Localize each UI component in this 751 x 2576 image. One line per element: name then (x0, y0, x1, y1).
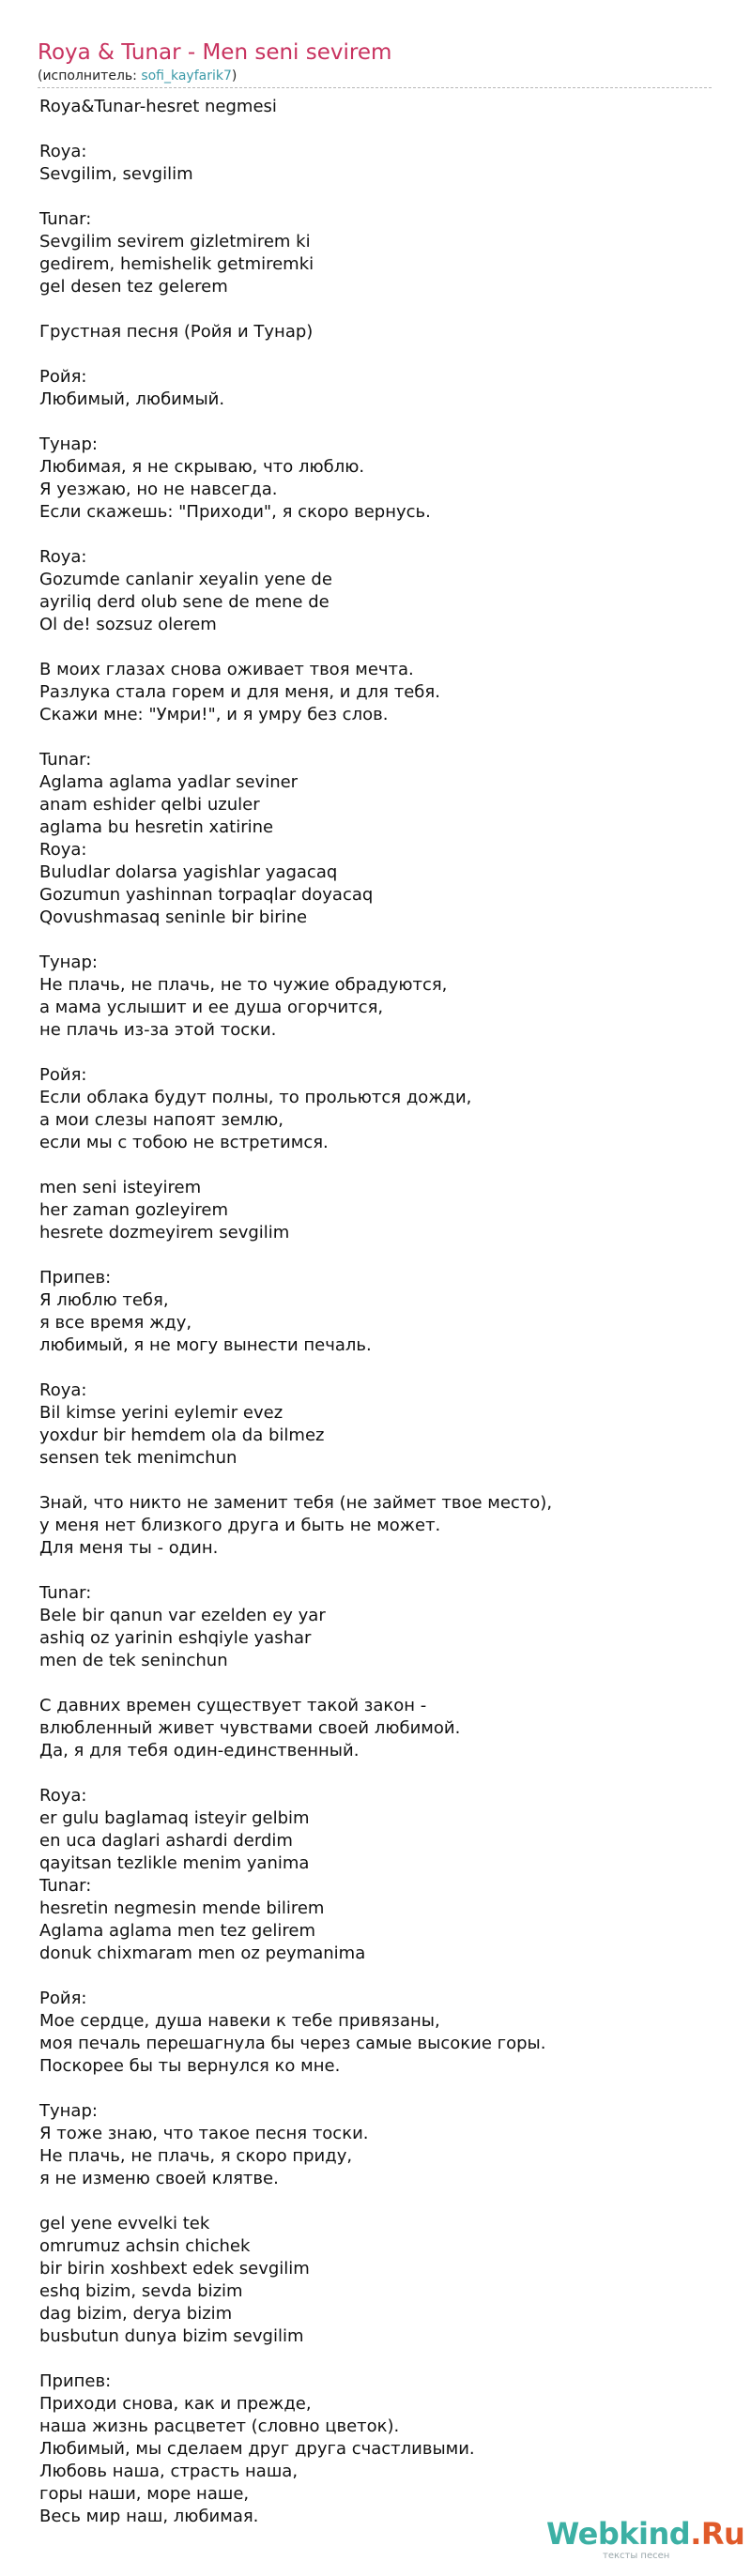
lyric-line: qayitsan tezlikle menim yanima (39, 1853, 310, 1873)
lyric-line: Aglama aglama yadlar seviner (39, 772, 299, 792)
lyric-line: Tunar: (39, 750, 92, 770)
lyric-stanza (39, 2100, 715, 2190)
lyric-line: Roya: (39, 547, 87, 567)
artist-link[interactable]: sofi_kayfarik7 (141, 69, 232, 84)
lyric-line: Приходи снова, как и прежде, (39, 2394, 312, 2414)
lyric-stanza (39, 1064, 715, 1154)
lyric-line: Roya: (39, 840, 87, 860)
lyric-line: hesrete dozmeyirem sevgilim (39, 1223, 290, 1242)
lyric-line: Tunar: (39, 209, 92, 229)
lyric-line: bir birin xoshbext edek sevgilim (39, 2259, 310, 2279)
lyric-stanza (39, 321, 715, 343)
lyric-stanza (39, 659, 715, 726)
lyric-stanza (39, 546, 715, 636)
lyric-line: Roya: (39, 1786, 87, 1806)
lyric-line: я все время жду, (39, 1313, 192, 1333)
lyric-line: men de tek seninchun (39, 1651, 228, 1670)
lyric-line: Tunar: (39, 1876, 92, 1896)
artist-prefix: (исполнитель: (38, 69, 142, 84)
lyric-line: Aglama aglama men tez gelirem (39, 1921, 315, 1941)
lyric-line: если мы с тобою не встретимся. (39, 1133, 329, 1152)
lyric-line: sensen tek menimchun (39, 1448, 238, 1468)
lyric-line: Тунар: (39, 2101, 98, 2121)
lyric-line: Roya&Tunar-hesret negmesi (39, 97, 277, 116)
lyric-stanza (39, 96, 715, 118)
lyric-line: Ol de! sozsuz olerem (39, 615, 217, 634)
lyric-line: влюбленный живет чувствами своей любимой. (39, 1718, 461, 1738)
lyric-stanza (39, 1695, 715, 1762)
song-header (38, 38, 712, 88)
lyric-line: Да, я для тебя один-единственный. (39, 1741, 360, 1761)
lyric-line: en uca daglari ashardi derdim (39, 1831, 293, 1851)
lyric-line: Ройя: (39, 1065, 87, 1085)
lyric-stanza (39, 952, 715, 1042)
artist-line (38, 68, 712, 84)
lyric-line: dag bizim, derya bizim (39, 2304, 233, 2324)
lyric-line: Я люблю тебя, (39, 1290, 169, 1310)
lyric-line: ashiq oz yarinin eshqiyle yashar (39, 1628, 312, 1648)
lyric-line: любимый, я не могу вынести печаль. (39, 1335, 372, 1355)
lyric-line: ayriliq derd olub sene de mene de (39, 592, 330, 612)
lyric-stanza (39, 434, 715, 524)
lyric-line: у меня нет близкого друга и быть не может. (39, 1516, 441, 1535)
lyric-line: Roya: (39, 142, 87, 161)
lyric-line: Если облака будут полны, то прольются дожди, (39, 1088, 472, 1107)
lyric-line: Ройя: (39, 1989, 87, 2008)
lyric-line: Bele bir qanun var ezelden ey yar (39, 1606, 326, 1625)
lyric-stanza (39, 1379, 715, 1470)
lyric-stanza (39, 1582, 715, 1672)
lyric-line: gel desen tez gelerem (39, 277, 228, 297)
lyric-line: Любимая, я не скрываю, что люблю. (39, 457, 365, 477)
lyric-line: наша жизнь расцветет (словно цветок). (39, 2416, 400, 2436)
webkind-logo[interactable] (546, 2515, 745, 2562)
lyric-line: omrumuz achsin chichek (39, 2236, 251, 2256)
lyric-line: Sevgilim, sevgilim (39, 164, 193, 184)
lyric-line: Тунар: (39, 953, 98, 972)
lyric-line: Разлука стала горем и для меня, и для тебя. (39, 682, 440, 702)
lyric-line: я не изменю своей клятве. (39, 2169, 279, 2188)
lyric-line: Qovushmasaq seninle bir birine (39, 907, 308, 927)
lyric-line: а мои слезы напоят землю, (39, 1110, 284, 1130)
lyric-line: Roya: (39, 1380, 87, 1400)
lyric-stanza (39, 1267, 715, 1357)
lyric-line: а мама услышит и ее душа огорчится, (39, 998, 384, 1017)
lyric-line: aglama bu hesretin xatirine (39, 817, 274, 837)
lyric-stanza (39, 141, 715, 186)
lyric-line: Для меня ты - один. (39, 1538, 219, 1558)
lyric-line: Любимый, мы сделаем друг друга счастливыми. (39, 2439, 475, 2459)
lyric-stanza (39, 1177, 715, 1244)
lyric-line: busbutun dunya bizim sevgilim (39, 2326, 304, 2346)
lyric-line: donuk chixmaram men oz peymanima (39, 1943, 366, 1963)
lyric-line: Я тоже знаю, что такое песня тоски. (39, 2124, 369, 2143)
lyric-line: Не плачь, не плачь, не то чужие обрадуются, (39, 975, 448, 995)
lyric-line: men seni isteyirem (39, 1178, 202, 1197)
lyric-line: В моих глазах снова оживает твоя мечта. (39, 660, 414, 679)
lyric-line: Припев: (39, 2371, 112, 2391)
lyric-line: Tunar: (39, 1583, 92, 1603)
lyric-line: yoxdur bir hemdem ola da bilmez (39, 1425, 325, 1445)
lyric-stanza (39, 2213, 715, 2348)
lyric-line: Buludlar dolarsa yagishlar yagacaq (39, 862, 338, 882)
header-divider (38, 87, 712, 88)
lyric-line: Если скажешь: "Приходи", я скоро вернусь. (39, 502, 431, 522)
lyric-line: Мое сердце, душа навеки к тебе привязаны, (39, 2011, 440, 2031)
lyric-line: gel yene evvelki tek (39, 2214, 210, 2233)
lyric-line: Ройя: (39, 367, 87, 387)
logo-main-text: Webkind (546, 2516, 691, 2552)
lyric-line: Не плачь, не плачь, я скоро приду, (39, 2146, 353, 2166)
lyric-line: Скажи мне: "Умри!", и я умру без слов. (39, 705, 389, 724)
lyric-line: Знай, что никто не заменит тебя (не займет твое место), (39, 1493, 553, 1513)
lyric-stanza (39, 208, 715, 298)
lyric-line: Я уезжаю, но не навсегда. (39, 480, 278, 499)
lyric-line: Любовь наша, страсть наша, (39, 2462, 299, 2481)
lyric-line: gedirem, hemishelik getmiremki (39, 254, 314, 274)
lyric-line: Поскорее бы ты вернулся ко мне. (39, 2056, 341, 2076)
lyric-stanza (39, 1492, 715, 1560)
song-title: Roya & Tunar - Men seni sevirem (38, 40, 392, 65)
lyric-stanza (39, 366, 715, 411)
lyric-line: Тунар: (39, 434, 98, 454)
lyric-line: Sevgilim sevirem gizletmirem ki (39, 232, 311, 252)
lyric-line: her zaman gozleyirem (39, 1200, 229, 1220)
lyric-stanza (39, 2370, 715, 2528)
lyric-line: Любимый, любимый. (39, 389, 225, 409)
lyric-line: горы наши, море наше, (39, 2484, 250, 2504)
logo-tld-text: .Ru (690, 2516, 745, 2552)
lyric-line: Bil kimse yerini eylemir evez (39, 1403, 284, 1423)
lyric-line: Припев: (39, 1268, 112, 1288)
lyric-line: не плачь из-за этой тоски. (39, 1020, 277, 1040)
lyric-line: er gulu baglamaq isteyir gelbim (39, 1808, 310, 1828)
lyric-stanza (39, 749, 715, 929)
lyric-line: Весь мир наш, любимая. (39, 2507, 259, 2526)
lyric-line: eshq bizim, sevda bizim (39, 2281, 243, 2301)
logo-tagline: тексты песен (603, 2551, 670, 2561)
lyric-line: С давних времен существует такой закон - (39, 1696, 427, 1715)
lyric-line: Gozumun yashinnan torpaqlar doyacaq (39, 885, 374, 905)
lyric-line: anam eshider qelbi uzuler (39, 795, 260, 815)
lyrics-body (39, 96, 715, 2551)
lyric-stanza (39, 1785, 715, 1965)
logo-wordmark (546, 2515, 744, 2553)
lyric-line: моя печаль перешагнула бы через самые высокие горы. (39, 2034, 546, 2053)
lyric-stanza (39, 1988, 715, 2078)
artist-suffix: ) (231, 69, 238, 84)
lyric-line: Грустная песня (Ройя и Тунар) (39, 322, 314, 342)
lyric-line: hesretin negmesin mende bilirem (39, 1898, 325, 1918)
lyric-line: Gozumde canlanir xeyalin yene de (39, 570, 332, 589)
